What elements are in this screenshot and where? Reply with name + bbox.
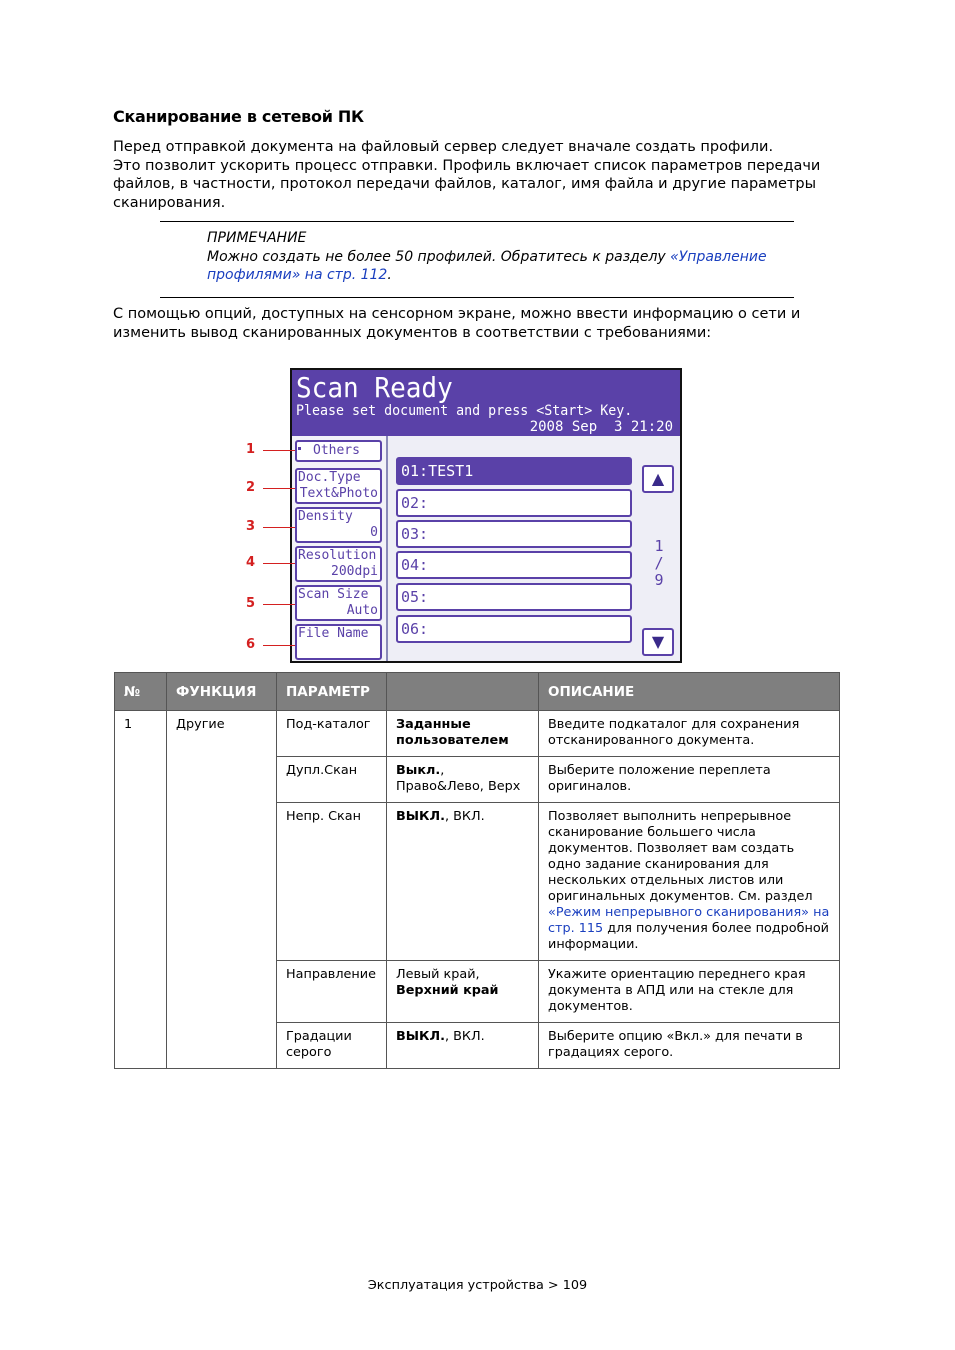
screen-body bbox=[292, 436, 680, 661]
profile-row[interactable]: 03: bbox=[396, 520, 632, 548]
screen-title: Scan Ready bbox=[296, 371, 453, 404]
button-value: 0 bbox=[370, 525, 378, 540]
screen-subtitle: Please set document and press <Start> Key. bbox=[296, 403, 633, 419]
value-bold: Выкл. bbox=[396, 763, 441, 778]
scroll-down-button[interactable] bbox=[642, 628, 674, 656]
button-label: Others bbox=[313, 443, 360, 458]
note-bottom-rule bbox=[160, 297, 794, 298]
value-cell bbox=[387, 961, 539, 1023]
desc-cell: Введите подкаталог для сохранения отсканированного документа. bbox=[539, 711, 840, 757]
options-line: изменить вывод сканированных документов в соответствии с требованиями: bbox=[113, 324, 712, 341]
value-rest: , Право&Лево, Верх bbox=[396, 763, 521, 794]
value-bold: ВЫКЛ. bbox=[396, 1029, 445, 1044]
callout-line bbox=[263, 450, 295, 451]
resolution-button[interactable] bbox=[295, 546, 382, 582]
file-name-button[interactable] bbox=[295, 624, 382, 660]
profile-row[interactable]: 02: bbox=[396, 489, 632, 517]
note-text-start: Можно создать не более 50 профилей. Обратитесь к разделу bbox=[207, 248, 671, 265]
callout-number: 1 bbox=[246, 442, 256, 457]
page-indicator bbox=[652, 538, 666, 589]
screen-header bbox=[292, 370, 680, 436]
callout-number: 6 bbox=[246, 637, 256, 652]
section-heading: Сканирование в сетевой ПК bbox=[113, 107, 364, 126]
callout-number: 3 bbox=[246, 519, 256, 534]
doc-type-button[interactable] bbox=[295, 468, 382, 504]
screen-datetime: 2008 Sep 3 21:20 bbox=[529, 419, 673, 435]
button-label: Density bbox=[298, 509, 353, 524]
value-cell bbox=[387, 803, 539, 961]
callout-line bbox=[263, 563, 295, 564]
table-header-row bbox=[115, 673, 840, 711]
value-bold: Заданные пользователем bbox=[396, 717, 509, 748]
bullet-icon bbox=[298, 447, 301, 450]
page-total: 9 bbox=[654, 571, 664, 589]
value-rest: Левый край, bbox=[396, 967, 480, 982]
profile-row[interactable]: 04: bbox=[396, 551, 632, 579]
note-link[interactable]: «Управление bbox=[670, 248, 767, 265]
intro-line: файлов, в частности, протокол передачи файлов, каталог, имя файла и другие параметры bbox=[113, 176, 817, 192]
table-row bbox=[115, 711, 840, 757]
options-line: С помощью опций, доступных на сенсорном экране, можно ввести информацию о сети и bbox=[113, 306, 801, 322]
up-arrow-icon: ▲ bbox=[651, 469, 665, 488]
profile-row[interactable]: 05: bbox=[396, 583, 632, 611]
profile-row[interactable]: 01:TEST1 bbox=[396, 457, 632, 485]
button-label: File Name bbox=[298, 626, 369, 641]
scan-size-button[interactable] bbox=[295, 585, 382, 621]
col-header: ОПИСАНИЕ bbox=[539, 673, 840, 711]
col-header: ФУНКЦИЯ bbox=[167, 673, 277, 711]
callout-line bbox=[263, 645, 295, 646]
value-rest: , ВКЛ. bbox=[444, 809, 485, 824]
function-cell: Другие bbox=[167, 711, 277, 1069]
callout-number: 4 bbox=[246, 555, 256, 570]
note-block bbox=[207, 229, 797, 285]
note-label: ПРИМЕЧАНИЕ bbox=[207, 230, 307, 246]
note-text-end: . bbox=[387, 267, 392, 283]
button-value: Text&Photo bbox=[299, 486, 378, 501]
button-value: 200dpi bbox=[331, 564, 378, 579]
value-bold: ВЫКЛ. bbox=[396, 809, 445, 824]
density-button[interactable] bbox=[295, 507, 382, 543]
desc-text: Позволяет выполнить непрерывное сканирование большего числа документов. Позволяет вам создать одно задание сканирования для нескольких отдельных листов или оригинальных документов. См. раздел bbox=[548, 809, 813, 904]
note-text-cont bbox=[207, 266, 797, 285]
button-value: Auto bbox=[346, 603, 378, 618]
page-footer: Эксплуатация устройства > 109 bbox=[367, 1278, 588, 1293]
col-header: № bbox=[115, 673, 167, 711]
param-cell: Дупл.Скан bbox=[277, 757, 387, 803]
intro-paragraph bbox=[113, 138, 843, 212]
note-link-cont[interactable]: профилями» на стр. 112 bbox=[207, 267, 388, 283]
desc-text-end: для получения более подробной информации. bbox=[548, 921, 829, 952]
callout-line bbox=[263, 604, 295, 605]
desc-cell: Выберите опцию «Вкл.» для печати в градациях серого. bbox=[539, 1023, 840, 1069]
callout-line bbox=[263, 527, 295, 528]
page-separator: / bbox=[654, 554, 664, 572]
profile-row[interactable]: 06: bbox=[396, 615, 632, 643]
page-current: 1 bbox=[654, 537, 664, 555]
note-top-rule bbox=[160, 221, 794, 222]
button-label: Doc.Type bbox=[298, 470, 361, 485]
continuous-scan-link[interactable]: «Режим непрерывного сканирования» на стр. 115 bbox=[548, 905, 830, 936]
intro-line: Перед отправкой документа на файловый сервер следует вначале создать профили. bbox=[113, 139, 774, 155]
value-cell bbox=[387, 757, 539, 803]
button-label: Resolution bbox=[298, 548, 377, 563]
desc-cell bbox=[539, 803, 840, 961]
scroll-up-button[interactable] bbox=[642, 465, 674, 493]
value-bold: Верхний край bbox=[396, 983, 499, 998]
number-cell: 1 bbox=[115, 711, 167, 1069]
param-cell: Градации серого bbox=[277, 1023, 387, 1069]
value-rest: , ВКЛ. bbox=[444, 1029, 485, 1044]
callout-line bbox=[263, 488, 295, 489]
desc-cell: Выберите положение переплета оригиналов. bbox=[539, 757, 840, 803]
scan-ready-screen bbox=[290, 368, 682, 663]
intro-line: Это позволит ускорить процесс отправки. Профиль включает список параметров передачи bbox=[113, 157, 821, 174]
value-cell bbox=[387, 711, 539, 757]
options-table bbox=[114, 672, 840, 1069]
down-arrow-icon: ▼ bbox=[651, 632, 665, 651]
function-column bbox=[292, 436, 388, 661]
desc-cell: Укажите ориентацию переднего края документа в АПД или на стекле для документов. bbox=[539, 961, 840, 1023]
note-text bbox=[207, 248, 797, 267]
others-button[interactable] bbox=[295, 440, 382, 462]
options-paragraph bbox=[113, 305, 843, 342]
callout-number: 2 bbox=[246, 480, 256, 495]
param-cell: Направление bbox=[277, 961, 387, 1023]
callout-number: 5 bbox=[246, 596, 256, 611]
button-label: Scan Size bbox=[298, 587, 369, 602]
param-cell: Под-каталог bbox=[277, 711, 387, 757]
col-header bbox=[387, 673, 539, 711]
intro-line: сканирования. bbox=[113, 194, 226, 211]
value-cell bbox=[387, 1023, 539, 1069]
param-cell: Непр. Скан bbox=[277, 803, 387, 961]
col-header: ПАРАМЕТР bbox=[277, 673, 387, 711]
